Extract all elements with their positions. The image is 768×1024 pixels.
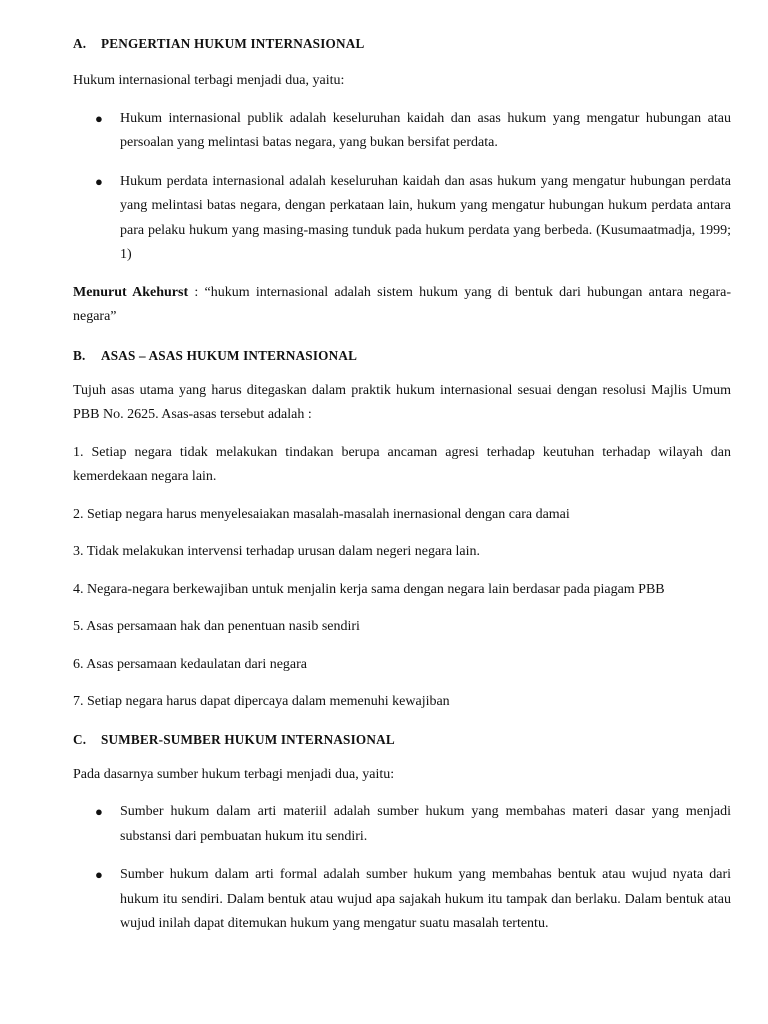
bullet-text: Hukum internasional publik adalah keseluruhan kaidah dan asas hukum yang mengatur hubungan atau persoalan yang melintasi batas negara, yang bukan bersifat perdata. <box>120 110 731 150</box>
section-title: PENGERTIAN HUKUM INTERNASIONAL <box>101 36 365 51</box>
bullet-text: Sumber hukum dalam arti materiil adalah sumber hukum yang membahas materi dasar yang menjadi substansi dari pembuatan hukum itu sendiri. <box>120 804 731 844</box>
list-item: 6. Asas persamaan kedaulatan dari negara <box>73 656 308 672</box>
section-title: ASAS – ASAS HUKUM INTERNASIONAL <box>101 347 358 363</box>
akehurst-quote <box>73 281 731 330</box>
bullet-icon: ● <box>95 173 103 189</box>
list-item: 3. Tidak melakukan intervensi terhadap urusan dalam negeri negara lain. <box>73 544 481 559</box>
list-item <box>73 107 731 156</box>
section-a-intro: Hukum internasional terbagi menjadi dua, yaitu: <box>73 73 345 88</box>
list-item <box>73 170 731 268</box>
bullet-text: Hukum perdata internasional adalah keseluruhan kaidah dan asas hukum yang mengatur hubungan perdata yang melintasi batas negara, dengan perkataan lain, hukum yang mengatur hubungan hukum perdata antara para pelaku hukum yang masing-masing tunduk pada hukum perdata yang berbeda. (Kusumaatmadja, 1999; 1) <box>120 173 731 262</box>
section-number: C. <box>73 731 87 747</box>
section-a-heading <box>73 34 731 54</box>
section-c-heading <box>73 730 731 750</box>
section-c-bullet-list <box>73 800 731 937</box>
section-c-intro: Pada dasarnya sumber hukum terbagi menjadi dua, yaitu: <box>73 766 395 782</box>
section-b-heading <box>73 346 731 366</box>
bullet-icon: ● <box>95 867 103 882</box>
list-item: 5. Asas persamaan hak dan penentuan nasib sendiri <box>73 619 360 634</box>
section-b-intro: Tujuh asas utama yang harus ditegaskan dalam praktik hukum internasional sesuai dengan resolusi Majlis Umum PBB No. 2625. Asas-asas tersebut adalah : <box>73 382 731 422</box>
quote-author: Menurut Akehurst <box>73 284 189 300</box>
bullet-text: Sumber hukum dalam arti formal adalah sumber hukum yang membahas bentuk atau wujud nyata dari hukum itu sendiri. Dalam bentuk atau wujud apa sajakah hukum itu tampak dan berlaku. Dalam bentuk atau wujud inilah dapat ditemukan hukum yang mengatur suatu masalah tertentu. <box>120 867 731 931</box>
quote-text: : “hukum internasional adalah sistem hukum yang di bentuk dari hubungan antara negara-negara” <box>73 284 731 324</box>
list-item <box>73 863 731 937</box>
list-item <box>73 800 731 849</box>
bullet-icon: ● <box>95 110 103 126</box>
list-item: 1. Setiap negara tidak melakukan tindakan berupa ancaman agresi terhadap keutuhan terhadap wilayah dan kemerdekaan negara lain. <box>73 444 731 484</box>
section-b-numbered-list <box>73 441 731 715</box>
list-item: 2. Setiap negara harus menyelesaiakan masalah-masalah inernasional dengan cara damai <box>73 506 570 522</box>
list-item: 7. Setiap negara harus dapat dipercaya dalam memenuhi kewajiban <box>73 694 450 709</box>
section-number: A. <box>73 36 87 51</box>
section-a-bullet-list <box>73 107 731 268</box>
section-number: B. <box>73 347 86 363</box>
list-item: 4. Negara-negara berkewajiban untuk menjalin kerja sama dengan negara lain berdasar pada piagam PBB <box>73 581 665 597</box>
section-title: SUMBER-SUMBER HUKUM INTERNASIONAL <box>101 731 395 747</box>
bullet-icon: ● <box>95 804 103 819</box>
